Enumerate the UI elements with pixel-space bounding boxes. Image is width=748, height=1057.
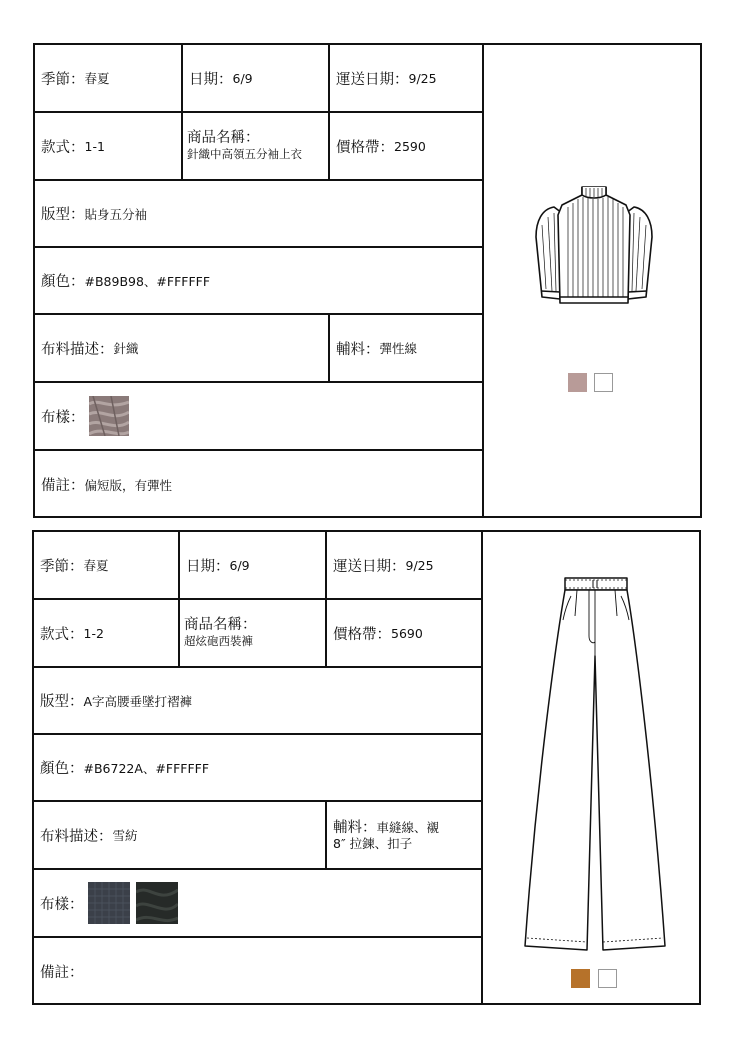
row-fit: [34, 668, 481, 735]
ship-date-label: 運送日期：: [336, 71, 409, 88]
fit-cell: [34, 668, 481, 733]
fit-value: 貼身五分袖: [84, 206, 148, 222]
price-value: 5690: [391, 625, 423, 641]
style-value: 1-2: [83, 625, 104, 641]
season-value: 春夏: [84, 71, 110, 86]
color-chip-1: [571, 969, 590, 988]
ship-date-cell: [327, 532, 481, 598]
season-label: 季節：: [40, 558, 84, 575]
spec-table: [34, 532, 483, 1003]
date-value: 6/9: [229, 557, 250, 573]
trim-value-line1: 車縫線、襯: [376, 819, 440, 835]
season-cell: [34, 532, 180, 598]
style-label: 款式：: [40, 626, 84, 643]
fit-value: A字高腰垂墜打褶褲: [83, 693, 193, 709]
wide-leg-trousers-sketch: [523, 576, 667, 958]
style-label: 款式：: [41, 139, 85, 156]
trim-cell: [330, 315, 482, 381]
product-name-value: 針織中高領五分袖上衣: [187, 147, 302, 161]
fabric-value: 雪紡: [112, 828, 138, 843]
date-label: 日期：: [186, 558, 230, 575]
sample-label: 布樣：: [41, 409, 85, 426]
season-value: 春夏: [83, 558, 109, 573]
ship-date-cell: [330, 45, 482, 111]
garment-panel: [483, 532, 699, 1003]
knit-top-sketch: [532, 185, 656, 307]
trim-label: 輔料：: [336, 341, 380, 358]
ship-date-value: 9/25: [408, 70, 437, 86]
ship-date-label: 運送日期：: [333, 558, 406, 575]
fit-label: 版型：: [41, 207, 85, 223]
style-cell: [34, 600, 180, 666]
product-name-label: 商品名稱：: [184, 617, 257, 633]
row-color: [34, 735, 481, 802]
row-product: [34, 600, 481, 668]
spec-sheet-top: [33, 43, 702, 518]
garment-panel: [484, 45, 700, 516]
spec-sheet-bottom: [32, 530, 701, 1005]
color-label: 顏色：: [41, 274, 85, 290]
row-dates: [35, 45, 482, 113]
chiffon-fabric-swatch-image-2: [136, 882, 178, 924]
fabric-cell: [35, 315, 330, 381]
date-cell: [183, 45, 330, 111]
row-sample: [34, 870, 481, 938]
trim-value: 彈性線: [379, 341, 418, 356]
date-label: 日期：: [189, 71, 233, 88]
sample-label: 布樣：: [40, 896, 84, 913]
trim-label: 輔料：: [333, 819, 377, 836]
spec-table: [35, 45, 484, 516]
row-fit: [35, 181, 482, 248]
row-product: [35, 113, 482, 181]
row-notes: [35, 451, 482, 518]
fabric-value: 針織: [113, 341, 139, 356]
row-sample: [35, 383, 482, 451]
date-value: 6/9: [232, 70, 253, 86]
price-value: 2590: [394, 138, 426, 154]
ship-date-value: 9/25: [405, 557, 434, 573]
sample-cell: [35, 383, 482, 449]
product-name-value: 超炫砲西裝褲: [184, 634, 253, 648]
color-chip-1: [568, 373, 587, 392]
product-name-cell: [180, 600, 327, 666]
color-cell: [35, 248, 482, 313]
notes-label: 備註：: [41, 478, 85, 494]
price-label: 價格帶：: [336, 139, 394, 156]
row-fabric: [35, 315, 482, 383]
product-name-cell: [183, 113, 330, 179]
fit-cell: [35, 181, 482, 246]
trim-value-line2: 8″ 拉鍊、扣子: [333, 835, 413, 851]
notes-cell: [35, 451, 482, 518]
fabric-label: 布料描述：: [40, 828, 113, 845]
sample-cell: [34, 870, 481, 936]
style-cell: [35, 113, 183, 179]
product-name-label: 商品名稱：: [187, 130, 260, 146]
price-label: 價格帶：: [333, 626, 391, 643]
style-value: 1-1: [84, 138, 105, 154]
color-cell: [34, 735, 481, 800]
fabric-cell: [34, 802, 327, 868]
color-value: #B89B98、#FFFFFF: [84, 273, 211, 289]
fit-label: 版型：: [40, 694, 84, 710]
season-label: 季節：: [41, 71, 85, 88]
notes-label: 備註：: [40, 965, 84, 981]
fabric-label: 布料描述：: [41, 341, 114, 358]
trim-cell: [327, 802, 481, 868]
season-cell: [35, 45, 183, 111]
knit-fabric-swatch-image: [89, 396, 129, 436]
price-cell: [330, 113, 482, 179]
row-color: [35, 248, 482, 315]
row-notes: [34, 938, 481, 1005]
row-dates: [34, 532, 481, 600]
notes-cell: [34, 938, 481, 1005]
color-chip-2: [594, 373, 613, 392]
color-label: 顏色：: [40, 761, 84, 777]
notes-value: 偏短版，有彈性: [84, 477, 173, 493]
color-value: #B6722A、#FFFFFF: [83, 760, 210, 776]
row-fabric: [34, 802, 481, 870]
color-chip-2: [598, 969, 617, 988]
date-cell: [180, 532, 327, 598]
chiffon-fabric-swatch-image-1: [88, 882, 130, 924]
price-cell: [327, 600, 481, 666]
